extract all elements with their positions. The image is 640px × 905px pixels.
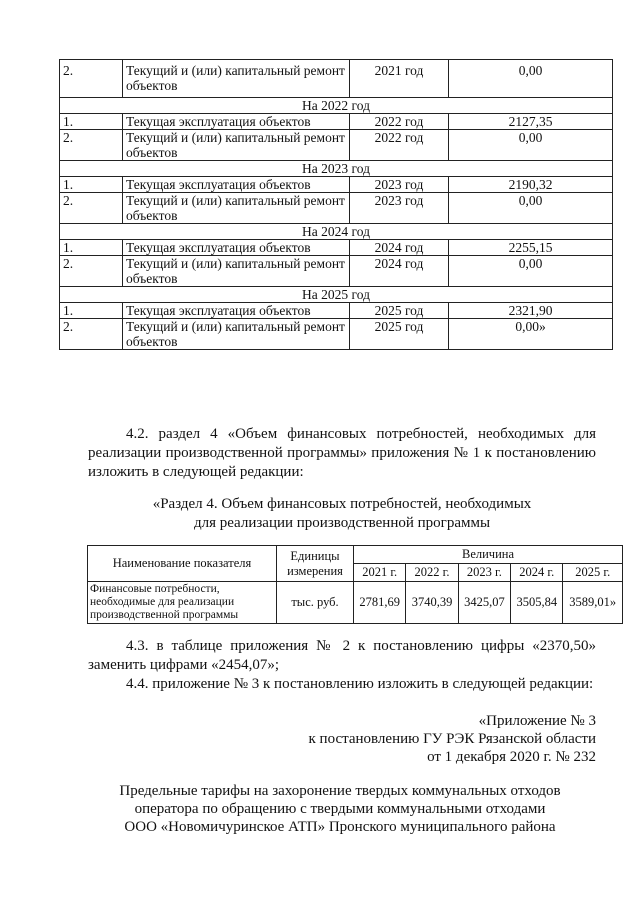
- value-cell: 3505,84: [511, 582, 563, 624]
- year-header: 2023 г.: [458, 564, 510, 582]
- table-row: [60, 130, 613, 161]
- appendix-line2: к постановлению ГУ РЭК Рязанской области: [308, 731, 596, 747]
- section4-title-line2: для реализации производственной программы: [193, 515, 491, 531]
- row-name: Текущая эксплуатация объектов: [123, 114, 350, 130]
- year-header: 2024 г.: [511, 564, 563, 582]
- year-header: 2022 г.: [406, 564, 458, 582]
- row-value: 2321,90: [449, 303, 613, 319]
- row-number: 1.: [60, 114, 123, 130]
- table-row: [60, 240, 613, 256]
- year-group-header: На 2023 год: [60, 161, 613, 177]
- row-year: 2022 год: [350, 114, 449, 130]
- year-group-header-row: [60, 161, 613, 177]
- row-year: 2023 год: [350, 193, 449, 224]
- appendix-line3: от 1 декабря 2020 г. № 232: [427, 749, 596, 765]
- row-value: 0,00»: [449, 319, 613, 350]
- value-cell: 3589,01»: [563, 582, 623, 624]
- year-group-header: На 2022 год: [60, 98, 613, 114]
- table-row: [88, 582, 623, 624]
- financial-needs-table: [87, 545, 623, 624]
- table-row: [60, 60, 613, 98]
- value-cell: 3425,07: [458, 582, 510, 624]
- row-number: 2.: [60, 130, 123, 161]
- table-row: [60, 193, 613, 224]
- row-number: 1.: [60, 303, 123, 319]
- year-header: 2021 г.: [354, 564, 406, 582]
- row-number: 2.: [60, 60, 123, 98]
- row-year: 2023 год: [350, 177, 449, 193]
- row-value: 0,00: [449, 256, 613, 287]
- row-value: 2127,35: [449, 114, 613, 130]
- row-year: 2025 год: [350, 319, 449, 350]
- tariff-plan-table-body: [60, 60, 613, 350]
- row-value: 0,00: [449, 130, 613, 161]
- value-cell: 2781,69: [354, 582, 406, 624]
- row-name: Текущий и (или) капитальный ремонт объектов: [123, 193, 350, 224]
- heading-line3: ООО «Новомичуринское АТП» Пронского муниципального района: [124, 819, 556, 835]
- paragraph-4-4: 4.4. приложение № 3 к постановлению изложить в следующей редакции:: [126, 676, 594, 692]
- year-group-header: На 2024 год: [60, 224, 613, 240]
- tariff-plan-table: [59, 59, 613, 350]
- appendix-line1: «Приложение № 3: [478, 713, 596, 729]
- indicator-name: Финансовые потребности, необходимые для реализации производственной программы: [88, 582, 277, 624]
- row-value: 0,00: [449, 60, 613, 98]
- row-value: 2190,32: [449, 177, 613, 193]
- section4-title-line1: «Раздел 4. Объем финансовых потребностей, необходимых: [152, 496, 532, 512]
- row-year: 2022 год: [350, 130, 449, 161]
- row-year: 2024 год: [350, 240, 449, 256]
- col-units-header: Единицы измерения: [277, 546, 354, 582]
- row-number: 1.: [60, 177, 123, 193]
- row-number: 2.: [60, 319, 123, 350]
- paragraph-4-3: 4.3. в таблице приложения № 2 к постановлению цифры «2370,50» заменить цифрами «2454,07»;: [88, 638, 596, 673]
- row-name: Текущий и (или) капитальный ремонт объектов: [123, 319, 350, 350]
- table-row: [60, 319, 613, 350]
- table-row: [60, 303, 613, 319]
- paragraph-4-2: 4.2. раздел 4 «Объем финансовых потребностей, необходимых для реализации производственной программы» приложения № 1 к постановлению изложить в следующей редакции:: [88, 426, 596, 480]
- value-cell: 3740,39: [406, 582, 458, 624]
- row-year: 2025 год: [350, 303, 449, 319]
- row-year: 2021 год: [350, 60, 449, 98]
- row-name: Текущий и (или) капитальный ремонт объектов: [123, 60, 350, 98]
- row-number: 2.: [60, 256, 123, 287]
- col-value-header: Величина: [354, 546, 623, 564]
- year-group-header-row: [60, 224, 613, 240]
- year-group-header-row: [60, 98, 613, 114]
- table-row: [60, 256, 613, 287]
- heading-line1: Предельные тарифы на захоронение твердых коммунальных отходов: [119, 783, 561, 799]
- heading-line2: оператора по обращению с твердыми коммунальными отходами: [134, 801, 546, 817]
- row-number: 2.: [60, 193, 123, 224]
- table-row: [60, 114, 613, 130]
- year-group-header-row: [60, 287, 613, 303]
- col-name-header: Наименование показателя: [88, 546, 277, 582]
- row-name: Текущий и (или) капитальный ремонт объектов: [123, 256, 350, 287]
- row-name: Текущая эксплуатация объектов: [123, 177, 350, 193]
- row-name: Текущий и (или) капитальный ремонт объектов: [123, 130, 350, 161]
- year-group-header: На 2025 год: [60, 287, 613, 303]
- row-value: 2255,15: [449, 240, 613, 256]
- row-value: 0,00: [449, 193, 613, 224]
- row-year: 2024 год: [350, 256, 449, 287]
- year-header: 2025 г.: [563, 564, 623, 582]
- table-header-row: [88, 546, 623, 564]
- table-row: [60, 177, 613, 193]
- row-number: 1.: [60, 240, 123, 256]
- indicator-units: тыс. руб.: [277, 582, 354, 624]
- row-name: Текущая эксплуатация объектов: [123, 240, 350, 256]
- row-name: Текущая эксплуатация объектов: [123, 303, 350, 319]
